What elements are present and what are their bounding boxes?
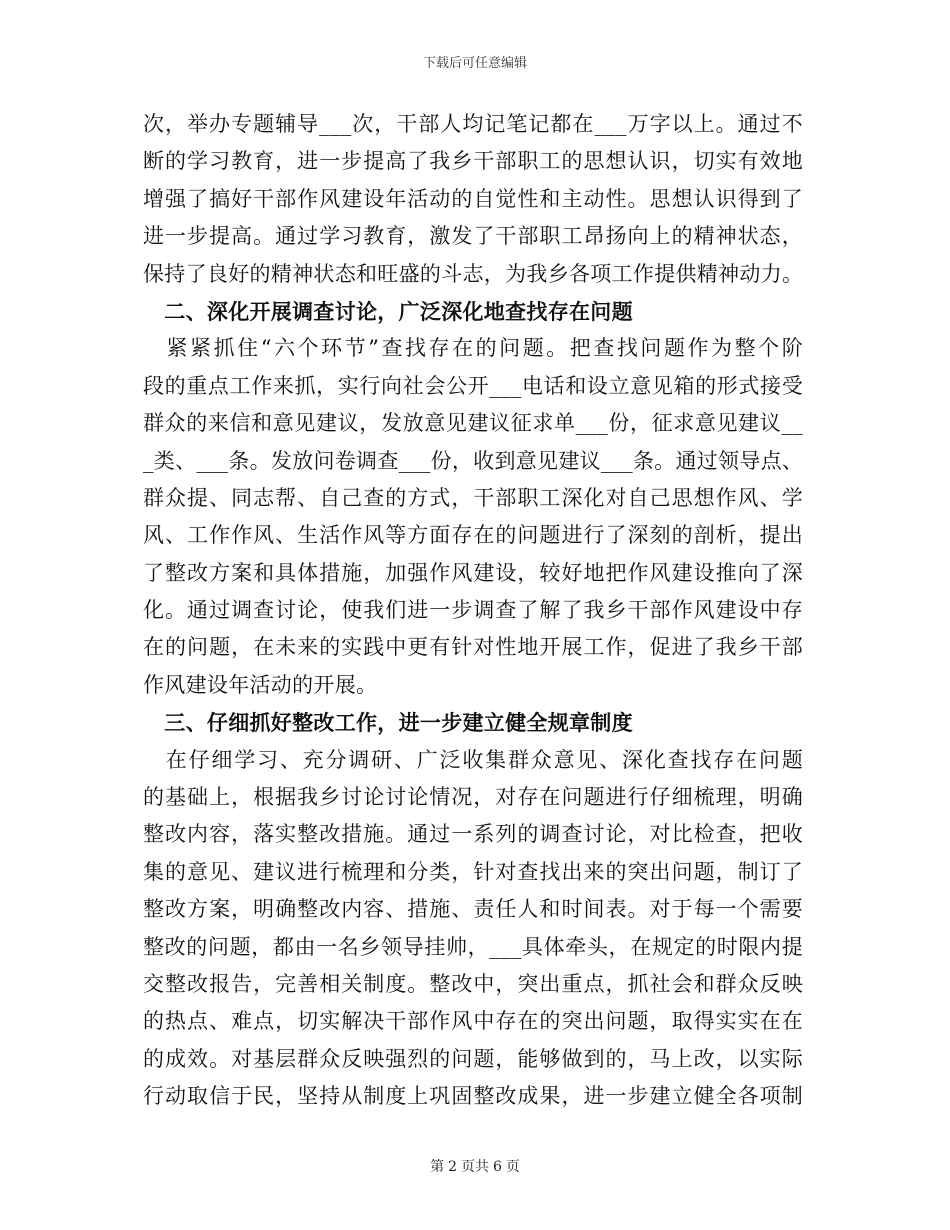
text-line: 段的重点工作来抓，实行向社会公开___电话和设立意见箱的形式接受 xyxy=(143,373,803,398)
text-line: 的热点、难点，切实解决干部作风中存在的突出问题，取得实实在在 xyxy=(143,1009,803,1034)
text-line: 交整改报告，完善相关制度。整改中，突出重点，抓社会和群众反映 xyxy=(143,971,803,996)
text-line: 保持了良好的精神状态和旺盛的斗志，为我乡各项工作提供精神动力。 xyxy=(143,261,804,286)
text-line: 整改的问题，都由一名乡领导挂帅，___具体牵头，在规定的时限内提 xyxy=(143,934,803,959)
text-line: _类、___条。发放问卷调查___份，收到意见建议___条。通过领导点、 xyxy=(143,448,803,473)
text-line: 群众的来信和意见建议，发放意见建议征求单___份，征求意见建议__ xyxy=(143,411,803,436)
text-line: 在的问题，在未来的实践中更有针对性地开展工作，促进了我乡干部 xyxy=(143,635,803,660)
text-line: 化。通过调查讨论，使我们进一步调查了解了我乡干部作风建设中存 xyxy=(143,598,803,623)
text-line: 进一步提高。通过学习教育，激发了干部职工昂扬向上的精神状态， xyxy=(143,224,803,249)
section-heading: 二、深化开展调查讨论，广泛深化地查找存在问题 xyxy=(143,298,633,324)
text-line: 整改方案，明确整改内容、措施、责任人和时间表。对于每一个需要 xyxy=(143,897,803,922)
footer-total-pages: 6 xyxy=(493,1159,502,1175)
text-line: 的成效。对基层群众反映强烈的问题，能够做到的，马上改，以实际 xyxy=(143,1046,803,1071)
text-line: 风、工作作风、生活作风等方面存在的问题进行了深刻的剖析，提出 xyxy=(143,523,803,548)
text-line: 行动取信于民，坚持从制度上巩固整改成果，进一步建立健全各项制 xyxy=(143,1084,803,1109)
text-line: 在仔细学习、充分调研、广泛收集群众意见、深化查找存在问题 xyxy=(143,747,803,772)
text-line: 断的学习教育，进一步提高了我乡干部职工的思想认识，切实有效地 xyxy=(143,149,803,174)
text-line: 的基础上，根据我乡讨论讨论情况，对存在问题进行仔细梳理，明确 xyxy=(143,785,803,810)
text-line: 了整改方案和具体措施，加强作风建设，较好地把作风建设推向了深 xyxy=(143,560,803,585)
text-line: 增强了搞好干部作风建设年活动的自觉性和主动性。思想认识得到了 xyxy=(143,186,803,211)
footer-prefix: 第 xyxy=(430,1159,445,1175)
text-line: 作风建设年活动的开展。 xyxy=(143,672,378,697)
document-body xyxy=(143,106,803,1116)
text-line: 群众提、同志帮、自己查的方式，干部职工深化对自己思想作风、学 xyxy=(143,485,803,510)
footer-middle: 页共 xyxy=(461,1159,489,1175)
text-line: 紧紧抓住“六个环节”查找存在的问题。把查找问题作为整个阶 xyxy=(143,336,803,361)
page-footer xyxy=(0,1156,950,1176)
text-line: 次，举办专题辅导___次，干部人均记笔记都在___万字以上。通过不 xyxy=(143,112,803,136)
footer-page-number: 2 xyxy=(448,1159,457,1175)
section-heading: 三、仔细抓好整改工作，进一步建立健全规章制度 xyxy=(143,710,633,736)
text-line: 整改内容，落实整改措施。通过一系列的调查讨论，对比检查，把收 xyxy=(143,822,803,847)
text-line: 集的意见、建议进行梳理和分类，针对查找出来的突出问题，制订了 xyxy=(143,859,803,884)
header-note: 下载后可任意编辑 xyxy=(422,56,527,71)
footer-suffix: 页 xyxy=(505,1159,520,1175)
